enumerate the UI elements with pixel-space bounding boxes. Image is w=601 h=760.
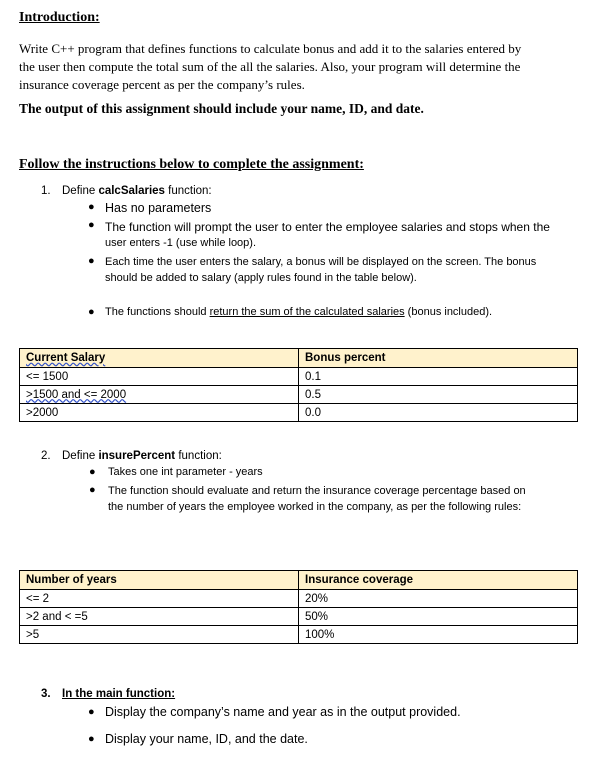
bullet-dot-icon: ● [88,219,95,231]
step1-bullet-2-line-2: user enters -1 (use while loop). [105,237,257,249]
step1-bullet-2 [105,219,550,251]
table-row [20,368,578,386]
bonus-header-salary: Current Salary [20,349,299,368]
table-cell: >2000 [20,404,299,422]
table-cell: 50% [299,608,578,626]
bullet-dot-icon: ● [89,466,96,478]
intro-line-3: insurance coverage percent as per the company’s rules. [19,77,305,92]
table-cell: >5 [20,626,299,644]
table-row [20,590,578,608]
intro-heading: Introduction: [19,10,100,25]
table-cell: <= 1500 [20,368,299,386]
output-note: The output of this assignment should include your name, ID, and date. [19,101,424,116]
step2-bullet-1: Takes one int parameter - years [108,466,263,478]
table-cell: <= 2 [20,590,299,608]
step1-bullet-3-line-1: Each time the user enters the salary, a bonus will be displayed on the screen. The bonus [105,256,537,268]
step2-bullet-2-line-2: the number of years the employee worked in the company, as per the following rules: [108,501,522,513]
bullet-dot-icon: ● [88,201,95,213]
step1-suffix: function: [164,185,212,197]
step1-bullet-2-line-1: The function will prompt the user to enter the employee salaries and stops when the [105,220,550,234]
table-row [20,626,578,644]
bullet-dot-icon: ● [88,255,95,267]
table-header-row [20,349,578,368]
step2-title [62,448,222,464]
table-cell: >1500 and <= 2000 [20,386,299,404]
bullet-dot-icon: ● [89,484,96,496]
step2-suffix: function: [175,450,222,462]
step1-bullet-3-line-2: should be added to salary (apply rules found in the table below). [105,272,417,284]
step1-prefix: Define [62,185,99,197]
step1-fn-name: calcSalaries [98,185,165,197]
step2-fn-name: insurePercent [98,450,176,462]
bonus-table [19,348,578,422]
table-cell: 100% [299,626,578,644]
insurance-header-years: Number of years [20,571,299,590]
step1-bullet-4-prefix: The functions should [105,306,210,318]
step3-bullet-2: Display your name, ID, and the date. [105,732,308,746]
table-cell: 0.5 [299,386,578,404]
instructions-heading: Follow the instructions below to complete the assignment: [19,157,364,172]
intro-line-1: Write C++ program that defines functions to calculate bonus and add it to the salaries entered by [19,41,522,56]
table-cell: 0.1 [299,368,578,386]
step1-bullet-4-underlined: return the sum of the calculated salaries [209,306,405,318]
bullet-dot-icon: ● [88,306,95,318]
step1-title [62,183,212,199]
step1-number: 1. [41,185,51,197]
step2-bullet-2 [108,483,526,515]
step1-bullet-4-suffix: (bonus included). [404,306,493,318]
step3-bullet-1: Display the company’s name and year as in the output provided. [105,705,461,719]
insurance-table [19,570,578,644]
bonus-header-percent: Bonus percent [299,349,578,368]
bullet-dot-icon: ● [88,733,95,745]
table-header-row [20,571,578,590]
step3-number: 3. [41,688,51,700]
step2-bullet-2-line-1: The function should evaluate and return the insurance coverage percentage based on [108,485,526,497]
table-cell: >2 and < =5 [20,608,299,626]
table-cell: 20% [299,590,578,608]
table-row [20,404,578,422]
intro-line-2: the user then compute the total sum of the all the salaries. Also, your program will determine the [19,59,521,74]
bullet-dot-icon: ● [88,706,95,718]
step2-prefix: Define [62,450,99,462]
step2-number: 2. [41,450,51,462]
table-row [20,386,578,404]
step1-bullet-1: Has no parameters [105,201,212,215]
table-row [20,608,578,626]
insurance-header-coverage: Insurance coverage [299,571,578,590]
step3-title: In the main function: [62,688,176,700]
step1-bullet-4 [105,306,492,318]
table-cell: 0.0 [299,404,578,422]
step1-bullet-3 [105,254,536,286]
